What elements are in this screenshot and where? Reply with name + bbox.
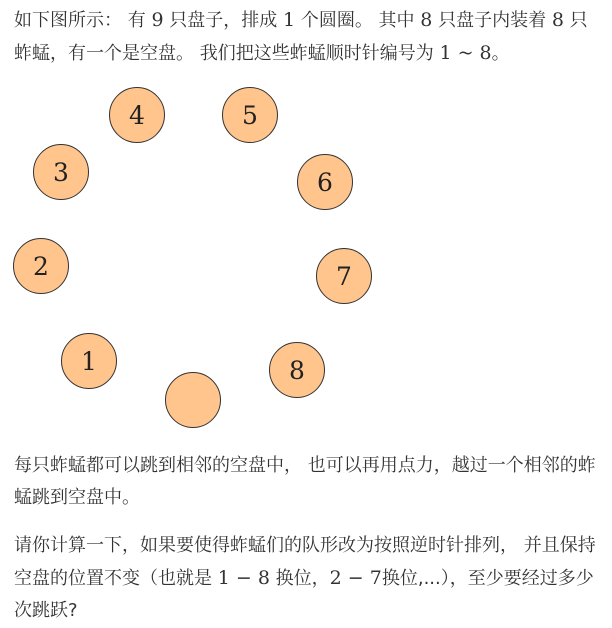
intro-text-e: 只蚱蜢，有一个是空盘。 我们把这些蚱蜢顺时针编号为 [14,10,588,64]
intro-text-f: 。 [491,43,510,64]
intro-text-d: 只盘子内装着 [432,10,552,31]
plate-7: 7 [316,248,372,304]
intro-number-range: 1 ~ 8 [439,42,492,64]
plate-empty [165,372,221,428]
question-swap-1-8: 1 − 8 [217,567,270,589]
plate-circle-diagram [0,80,612,440]
rule-paragraph: 每只蚱蜢都可以跳到相邻的空盘中， 也可以再用点力，越过一个相邻的蚱蜢跳到空盘中。 [14,455,596,508]
plate-3: 3 [33,144,89,200]
intro-text-c: 个圆圈。 其中 [295,10,421,31]
plate-5: 5 [222,87,278,143]
plate-2: 2 [13,238,69,294]
intro-text-b: 只盘子，排成 [163,10,283,31]
intro-number-circle: 1 [283,9,296,31]
intro-number-grasshoppers: 8 [551,9,564,31]
question-text-c: 换位,...），至少要经过多少次跳跃? [14,568,594,621]
intro-paragraph [14,4,600,70]
plate-6: 6 [297,154,353,210]
plate-1: 1 [61,333,117,389]
intro-number-filled: 8 [420,9,433,31]
question-text-b: 换位， [269,568,330,589]
plate-4: 4 [109,87,165,143]
question-text-a: 请你计算一下，如果要使得蚱蜢们的队形改为按照逆时针排列， 并且保持空盘的位置不变（也就是 [14,535,596,589]
intro-number-plates: 9 [151,9,164,31]
question-paragraph [14,530,600,627]
intro-text-a: 如下图所示： 有 [14,10,152,31]
question-swap-2-7: 2 − 7 [329,567,382,589]
plate-8: 8 [269,342,325,398]
